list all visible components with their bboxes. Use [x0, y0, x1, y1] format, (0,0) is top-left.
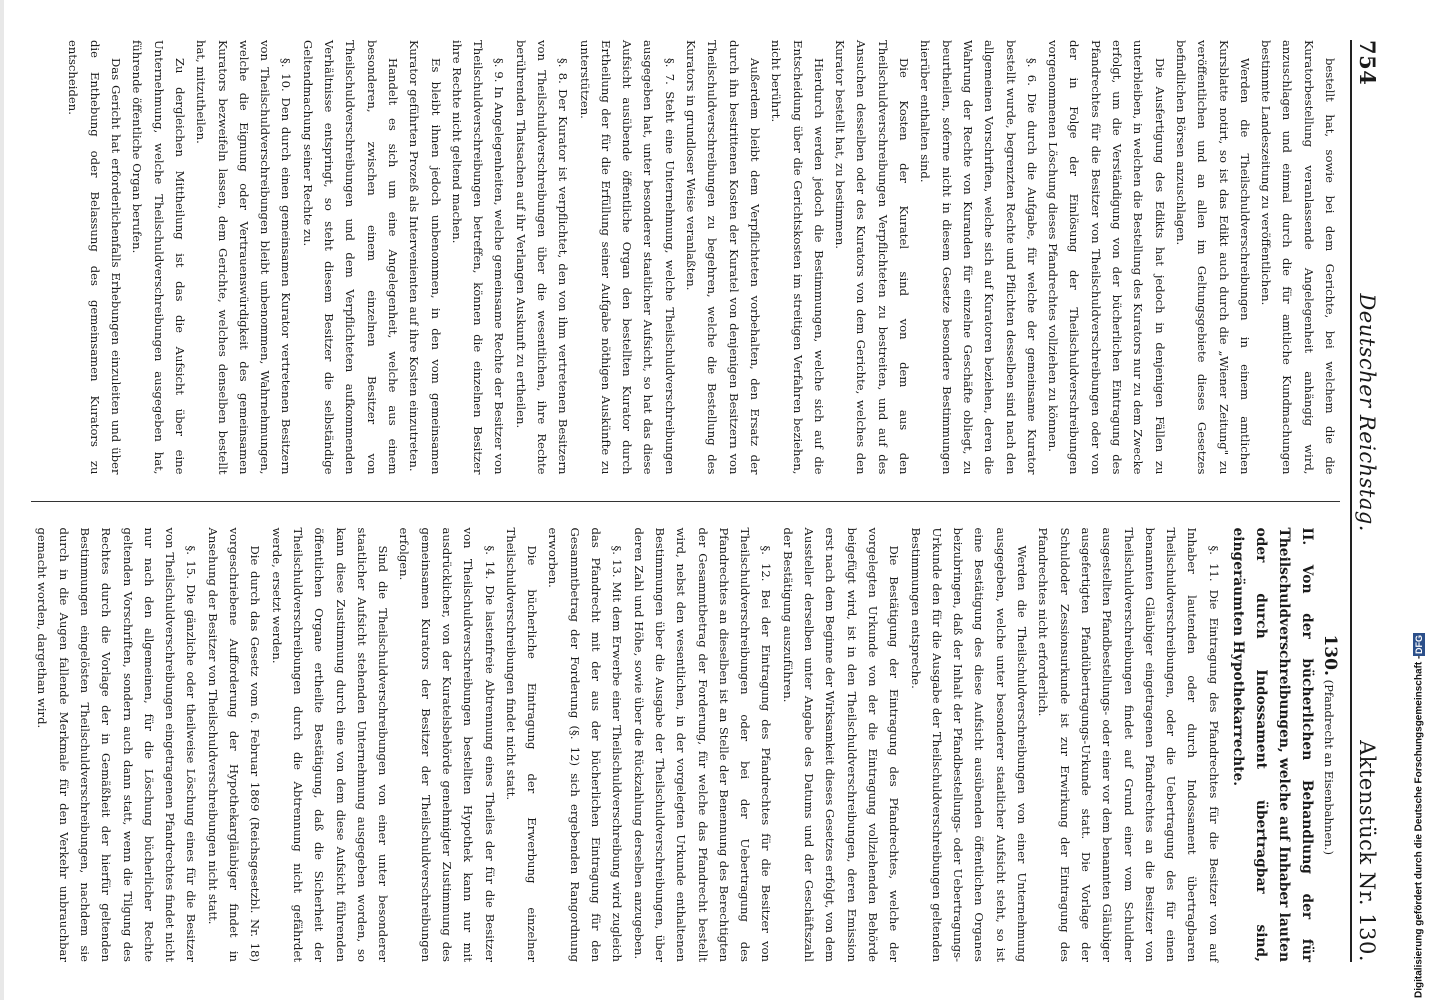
paragraph: Handelt es sich um eine Angelegenheit, welche aus einem besonderen, zwischen einem einzelnen Besitzer von Theilschuldverschreibungen und dem Verpflichteten aufkommenden Verhältnisse entspringt, so steht diesem Besitzer die selbständige Geltendmachung seiner Rechte zu. [300, 40, 400, 475]
paragraph: §. 10. Den durch einen gemeinsamen Kurator vertretenen Besitzern von Theilschuldverschreibungen bleibt unbenommen, Wahrnehmungen, welche die Eignung oder Vertrauenswürdigkeit des gemeinsamen Kurators bezweifeln lassen, dem Gerichte, welches denselben bestellt hat, mitzutheilen. [194, 40, 294, 475]
paragraph: Werden die Theilschuldverschreibungen in einem amtlichen Kursblatte notirt, so ist das Edikt auch durch die „Wiener Zeitung" zu veröffentlichen und an allen im Geltungsgebiete dieses Gesetzes befindlichen Börsen anzuschlagen. [1173, 40, 1252, 475]
paragraph: §. 13. Mit dem Erwerbe einer Theilschuldverschreibung wird zugleich das Pfandrecht mit der aus der bücherlichen Eintragung für den Gesammtbetrag der Forderung (§. 12) sich ergebenden Rangordnung erworben. [546, 527, 625, 962]
scan-edge [0, 0, 4, 1000]
document-section: Aktenstück Nr. 130. [1355, 740, 1379, 962]
paragraph: §. 8. Der Kurator ist verpflichtet, den von ihm vertretenen Besitzern von Theilschuldverschreibungen über die wesentlichen, ihre Rechte berührenden Thatsachen auf ihr Verlangen Auskunft zu ertheilen. [513, 40, 571, 475]
section-heading: II. Von der bücherlichen Behandlung der für Theilschuldverschreibungen, welche auf Inhaber lauten oder durch Indossament übertragbar sind, eingeräumten Hypothekarrechte. [1229, 527, 1315, 962]
paragraph: Zu dergleichen Mittheilung ist das die Aufsicht über eine Unternehmung, welche Theilschuldverschreibungen ausgegeben hat, führende öffentliche Organ berufen. [130, 40, 187, 475]
page-number: 754 [1355, 40, 1380, 86]
inline-subject: (Pfandrecht an Eisenbahnen.) [1322, 679, 1336, 856]
text-columns [31, 40, 1340, 962]
paragraph: Die Bestätigung der Eintragung des Pfandrechtes, welche der vorgelegten Urkunde von der die Eintragung vollziehenden Behörde beigefügt wird, ist in den Theilschuldverschreibungen, deren Emission erst nach dem Beginne der Wirksamkeit dieses Gesetzes erfolgt, von dem Aussteller derselben unter Angabe des Datums und der Geschäftszahl der Bestätigung auszuführen. [780, 527, 902, 962]
paragraph: Das Gericht hat erforderlichenfalls Erhebungen einzuleiten und über die Enthebung oder Belassung des gemeinsamen Kurators zu entscheiden. [66, 40, 124, 475]
column-left [31, 40, 1340, 475]
paragraph: Werden die Theilschuldverschreibungen von einer Unternehmung ausgegeben, welche unter besonderer staatlicher Aufsicht steht, so ist eine Bestätigung des diese Aufsicht ausübenden öffentlichen Organes beizubringen, daß der Inhalt der Pfandbestellungs- oder Uebertragungs-Urkunde den für die Ausgabe der Theilschuldverschreibungen geltenden Bestimmungen entspreche. [908, 527, 1030, 962]
running-subject [1318, 528, 1340, 963]
inline-number: 130. [1320, 634, 1340, 676]
column-divider [31, 501, 1340, 502]
dfg-logo: DFG [1414, 634, 1424, 654]
paragraph: §. 11. Die Eintragung des Pfandrechtes für die Besitzer von auf Inhaber lautenden oder durch Indossament übertragbaren Theilschuldverschreibungen, oder die Uebertragung des für einen benannten Gläubiger eingetragenen Pfandrechtes an die Besitzer von Theilschuldverschreibungen findet auf Grund einer vom Schuldner ausgestellten Pfandbestellungs- oder einer vor dem benannten Gläubiger ausgefertigten Pfandübertragungs-Urkunde statt. Die Vorlage der Schuldoder Zessionsurkunde ist zur Erwirkung der Eintragung des Pfandrechtes nicht erforderlich. [1036, 527, 1221, 962]
paragraph: Außerdem bleibt dem Verpflichteten vorbehalten, den Ersatz der durch ihn bestrittenen Kosten der Kuratel von denjenigen Besitzern von Theilschuldverschreibungen zu begehren, welche die Bestellung des Kurators in grundloser Weise veranlaßten. [684, 40, 762, 475]
paragraph: Die Kosten der Kuratel sind von dem aus den Theilschuldverschreibungen Verpflichteten zu bestreiten, und auf des Ansuchen desselben oder des Kurators von dem Gerichte, welches den Kurator bestellt hat, zu bestimmen. [833, 40, 912, 475]
paragraph: §. 15. Die gänzliche oder theilweise Löschung eines für die Besitzer von Theilschuldverschreibungen eingetragenen Pfandrechtes findet nicht nur nach den allgemeinen, für die Löschung bücherlicher Rechte geltenden Vorschriften, sondern auch dann statt, wenn die Tilgung des Rechtes durch die Vorlage der in Gemäßheit der hierfür geltenden Bestimmungen eingelösten Theilschuldverschreibungen, nachdem sie durch in die Augen fallende Merkmale für den Verkehr unbrauchbar gemacht worden, dargethan wird. [35, 527, 199, 962]
paragraph: Die durch das Gesetz vom 6. Februar 1869 (Reichsgesetzbl. Nr. 18) vorgeschriebene Aufforderung der Hypothekargläubiger findet in Ansehung der Besitzer von Theilschuldverschreibungen nicht statt. [205, 527, 263, 962]
digitization-credit [1412, 8, 1426, 998]
paragraph: §. 6. Die durch die Aufgabe, für welche der gemeinsame Kurator bestellt wurde, begrenzten Rechte und Pflichten desselben sind nach den allgemeinen Vorschriften, welche sich auf Kuratoren beziehen, deren die Wahrung der Rechte von Kuranden für einzelne Geschäfte obliegt, zu beurtheilen, soferne nicht in diesem Gesetze besondere Bestimmungen hierüber enthalten sind. [918, 40, 1039, 475]
paragraph: Sind die Theilschuldverschreibungen von einer unter besonderer staatlicher Aufsicht stehenden Unternehmung ausgegeben worden, so kann diese Zustimmung durch eine von dem diese Aufsicht führenden öffentlichen Organe ertheilte Bestätigung, daß die Sicherheit der Theilschuldverschreibungen durch die Abtrennung nicht gefährdet werde, ersetzt werden. [269, 527, 391, 962]
paragraph: Es bleibt ihnen jedoch unbenommen, in den vom gemeinsamen Kurator geführten Prozeß als Intervenienten auf ihre Kosten einzutreten. [407, 40, 443, 475]
paragraph: §. 9. In Angelegenheiten, welche gemeinsame Rechte der Besitzer von Theilschuldverschreibungen betreffen, können die einzelnen Besitzer ihre Rechte nicht geltend machen. [449, 40, 507, 475]
paragraph: §. 7. Steht eine Unternehmung, welche Theilschuldverschreibungen ausgegeben hat, unter besonderer staatlicher Aufsicht, so hat das diese Aufsicht ausübende öffentliche Organ den bestellten Kurator durch Ertheilung der für die Erfüllung seiner Aufgabe nöthigen Auskünfte zu unterstützen. [577, 40, 677, 475]
publication-title: Deutscher Reichstag. [1355, 293, 1379, 532]
credit-text: Digitalisierung gefördert durch die Deutsche Forschungsgemeinschaft - [1413, 655, 1425, 998]
paragraph: Die Ausfertigung des Edikts hat jedoch in denjenigen Fällen zu unterbleiben, in welchen die Bestellung des Kurators nur zu dem Zwecke erfolgt, um die Verständigung von der bücherlichen Eintragung des Pfandrechtes für die Besitzer von Theilschuldverschreibungen oder von der in Folge der Einlösung der Theilschuldverschreibungen vorgenommenen Löschung dieses Pfandrechtes vollziehen zu können. [1046, 40, 1167, 475]
paragraph: bestellt hat, sowie bei dem Gerichte, bei welchem die die Kuratorbestellung veranlassende Angelegenheit anhängig wird, anzuschlagen und einmal durch die für amtliche Kundmachungen bestimmte Landeszeitung zu veröffentlichen. [1259, 40, 1337, 475]
page-header [1350, 40, 1380, 962]
paragraph: §. 12. Bei der Eintragung des Pfandrechtes für die Besitzer von Theilschuldverschreibungen oder bei der Uebertragung des Pfandrechtes an dieselben ist an Stelle der Benennung des Berechtigten der Gesammtbetrag der Forderung, für welche das Pfandrecht bestellt wird, nebst den wesentlichen, in der vorgelegten Urkunde enthaltenen Bestimmungen über die Ausgabe der Theilschuldverschreibungen, über deren Zahl und Höhe, sowie über die Rückzahlung derselben anzugeben. [631, 527, 774, 962]
paragraph: §. 14. Die lastenfreie Abtrennung eines Theiles der für die Besitzer von Theilschuldverschreibungen bestellten Hypothek kann nur mit ausdrücklicher, von der Kuratelsbehörde genehmigter Zustimmung des gemeinsamen Kurators der Besitzer der Theilschuldverschreibungen erfolgen. [397, 527, 497, 962]
document-page [26, 10, 1406, 990]
paragraph: Die bücherliche Eintragung der Erwerbung einzelner Theilschuldverschreibungen findet nicht statt. [503, 527, 540, 962]
column-right [31, 528, 1340, 963]
column-right-body [31, 528, 1224, 963]
paragraph: Hierdurch werden jedoch die Bestimmungen, welche sich auf die Entscheidung über die Gerichtskosten im streitigen Verfahren beziehen, nicht berührt. [769, 40, 826, 475]
